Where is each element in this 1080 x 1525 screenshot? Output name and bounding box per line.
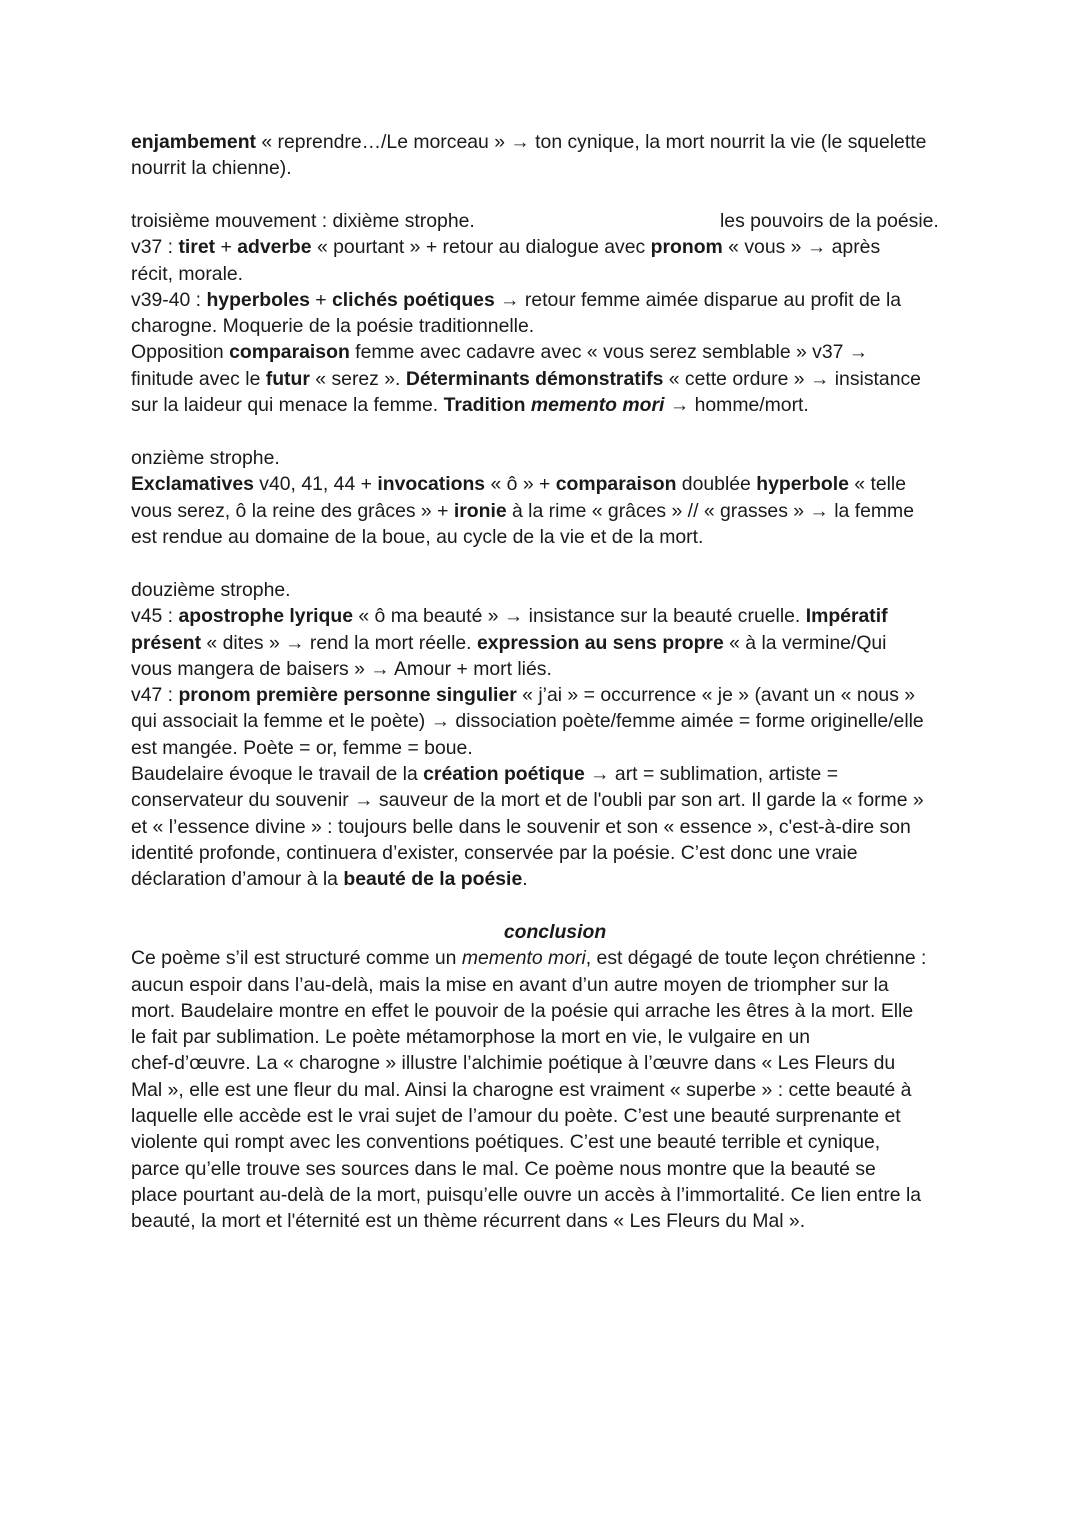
section-dixieme-strophe [131,208,961,418]
text-run: identité profonde, continuera d’exister, conservée par la poésie. C’est donc une vraie [131,841,858,864]
text-run: est rendue au domaine de la boue, au cycle de la vie et de la mort. [131,525,704,548]
text-line [131,656,961,682]
text-run: memento mori [461,947,586,970]
text-run: « à la vermine/Qui [723,631,887,654]
text-run: hyperboles [206,288,310,311]
text-run: vous mangera de baisers » → Amour + mort liés. [131,657,552,680]
text-line [131,998,961,1024]
text-run: le fait par sublimation. Le poète métamorphose la mort en vie, le vulgaire en un [131,1026,811,1049]
text-run: « serez ». [309,367,406,390]
text-line [131,866,961,892]
text-line [131,1182,961,1208]
text-line [131,735,961,761]
text-run: sur la laideur qui menace la femme. [131,394,444,417]
text-run: vous serez, ô la reine des grâces » + [131,499,454,522]
text-run: ironie [453,499,507,522]
text-run: hyperbole [756,473,849,496]
section-douzieme-strophe [131,577,961,893]
text-run: « ô » + [485,473,556,496]
text-line [131,603,961,629]
text-run: . [522,868,528,891]
text-run: « dites » → rend la mort réelle. [201,631,477,654]
text-run: « cette ordure » → insistance [663,367,921,390]
text-run: pronom [650,236,723,259]
text-line [131,840,961,866]
text-run: apostrophe lyrique [178,605,353,628]
text-line [131,498,961,524]
text-run: douzième strophe. [131,579,291,601]
text-run: troisième mouvement : dixième strophe. [131,210,475,232]
text-run: récit, morale. [131,262,244,285]
text-line [131,1024,961,1050]
text-line [131,787,961,813]
text-run: « j’ai » = occurrence « je » (avant un « nous » [516,684,916,707]
text-run: nourrit la chienne). [131,157,292,180]
text-run: « ô ma beauté » → insistance sur la beauté cruelle. [352,605,806,628]
text-run: v39-40 : [131,288,207,311]
text-line [131,1208,961,1234]
text-line [131,761,961,787]
text-run: comparaison [229,341,350,364]
text-run: aucun espoir dans l’au-delà, mais la mise en avant d’un autre moyen de triompher sur la [131,973,889,996]
text-run: beauté de la poésie [343,868,523,891]
text-run: clichés poétiques [332,288,495,311]
section-onzieme-strophe [131,445,961,550]
text-line [131,972,961,998]
text-run: Impératif [805,605,888,628]
text-line [131,287,961,313]
text-line [131,524,961,550]
text-run: doublée [676,473,757,496]
text-run: place pourtant au-delà de la mort, puisqu’elle ouvre un accès à l’immortalité. Ce lien entre la [131,1183,922,1206]
text-run: est mangée. Poète = or, femme = boue. [131,736,473,759]
text-line [131,366,961,392]
text-run: « vous » → après [722,236,881,259]
text-run: invocations [377,473,486,496]
text-line [131,630,961,656]
text-run: → homme/mort. [664,394,809,417]
text-line [131,392,961,418]
text-line [131,1077,961,1103]
text-run: Mal », elle est une fleur du mal. Ainsi la charogne est vraiment « superbe » : cette beauté à [131,1078,912,1101]
section-conclusion [131,919,961,1235]
text-run: v47 : [131,684,179,707]
text-run: « pourtant » + retour au dialogue avec [311,236,651,259]
text-line [131,339,961,365]
text-run: + [215,236,238,259]
text-line [131,1129,961,1155]
text-run: femme avec cadavre avec « vous serez semblable » v37 → [349,341,869,364]
text-run: , est dégagé de toute leçon chrétienne : [585,947,927,970]
text-line [131,708,961,734]
text-line [131,129,961,155]
section-aside: les pouvoirs de la poésie. [720,210,939,232]
text-line [131,234,961,260]
text-run: déclaration d’amour à la [131,868,344,891]
text-run: tiret [178,236,216,259]
text-run: Baudelaire évoque le travail de la [131,763,424,786]
text-run: comparaison [555,473,677,496]
text-line [131,155,961,181]
text-run: présent [131,631,202,654]
text-run: memento mori [530,394,665,417]
text-run: → retour femme aimée disparue au profit de la [494,288,902,311]
text-run: Exclamatives [131,473,254,496]
text-line [131,814,961,840]
text-run: enjambement [131,131,256,153]
text-line [131,261,961,287]
text-run: expression au sens propre [476,631,724,654]
text-run: Déterminants démonstratifs [405,367,664,390]
text-run: + [309,288,333,311]
text-run: Ce poème s’il est structuré comme un [131,947,462,970]
text-line [131,313,961,339]
text-line [131,682,961,708]
text-line [131,1156,961,1182]
text-line [131,577,961,603]
text-run: v40, 41, 44 + [253,473,378,496]
text-line [131,1050,961,1076]
text-run: conservateur du souvenir → sauveur de la mort et de l'oubli par son art. Il garde la « forme » [131,789,924,812]
text-run: pronom première personne singulier [178,684,517,707]
text-run: à la rime « grâces » // « grasses » → la femme [506,499,914,522]
text-run: mort. Baudelaire montre en effet le pouvoir de la poésie qui arrache les êtres à la mort. Elle [131,999,914,1022]
text-run: v45 : [131,605,179,628]
text-run: v37 : [131,236,179,259]
conclusion-heading: conclusion [503,921,607,943]
text-run: futur [265,367,310,390]
text-run: « reprendre…/Le morceau » → ton cynique, la mort nourrit la vie (le squelette [256,131,927,153]
text-run: adverbe [237,236,312,259]
text-run: laquelle elle accède est le vrai sujet de l’amour du poète. C’est une beauté surprenante et [131,1105,901,1128]
text-run: finitude avec le [131,367,266,390]
text-run: charogne. Moquerie de la poésie traditionnelle. [131,315,535,338]
text-run: parce qu’elle trouve ses sources dans le mal. Ce poème nous montre que la beauté se [131,1157,876,1180]
section-enjambement [131,129,961,182]
text-run: Tradition [443,394,531,417]
text-run: qui associait la femme et le poète) → dissociation poète/femme aimée = forme originelle/elle [131,710,924,733]
text-run: beauté, la mort et l'éternité est un thème récurrent dans « Les Fleurs du Mal ». [131,1210,806,1233]
text-run: chef-d’œuvre. La « charogne » illustre l’alchimie poétique à l’œuvre dans « Les Fleurs du [131,1052,896,1075]
text-run: → art = sublimation, artiste = [584,763,839,786]
text-run: création poétique [423,763,585,786]
text-run: violente qui rompt avec les conventions poétiques. C’est une beauté terrible et cynique, [131,1131,881,1154]
text-line [131,1103,961,1129]
text-line [131,471,961,497]
text-run: Opposition [131,341,230,364]
text-run: et « l’essence divine » : toujours belle dans le souvenir et son « essence », c'est-à-dire son [131,815,911,838]
text-line [131,945,961,971]
text-run: onzième strophe. [131,447,280,469]
text-run: « telle [848,473,907,496]
text-line [131,445,961,471]
